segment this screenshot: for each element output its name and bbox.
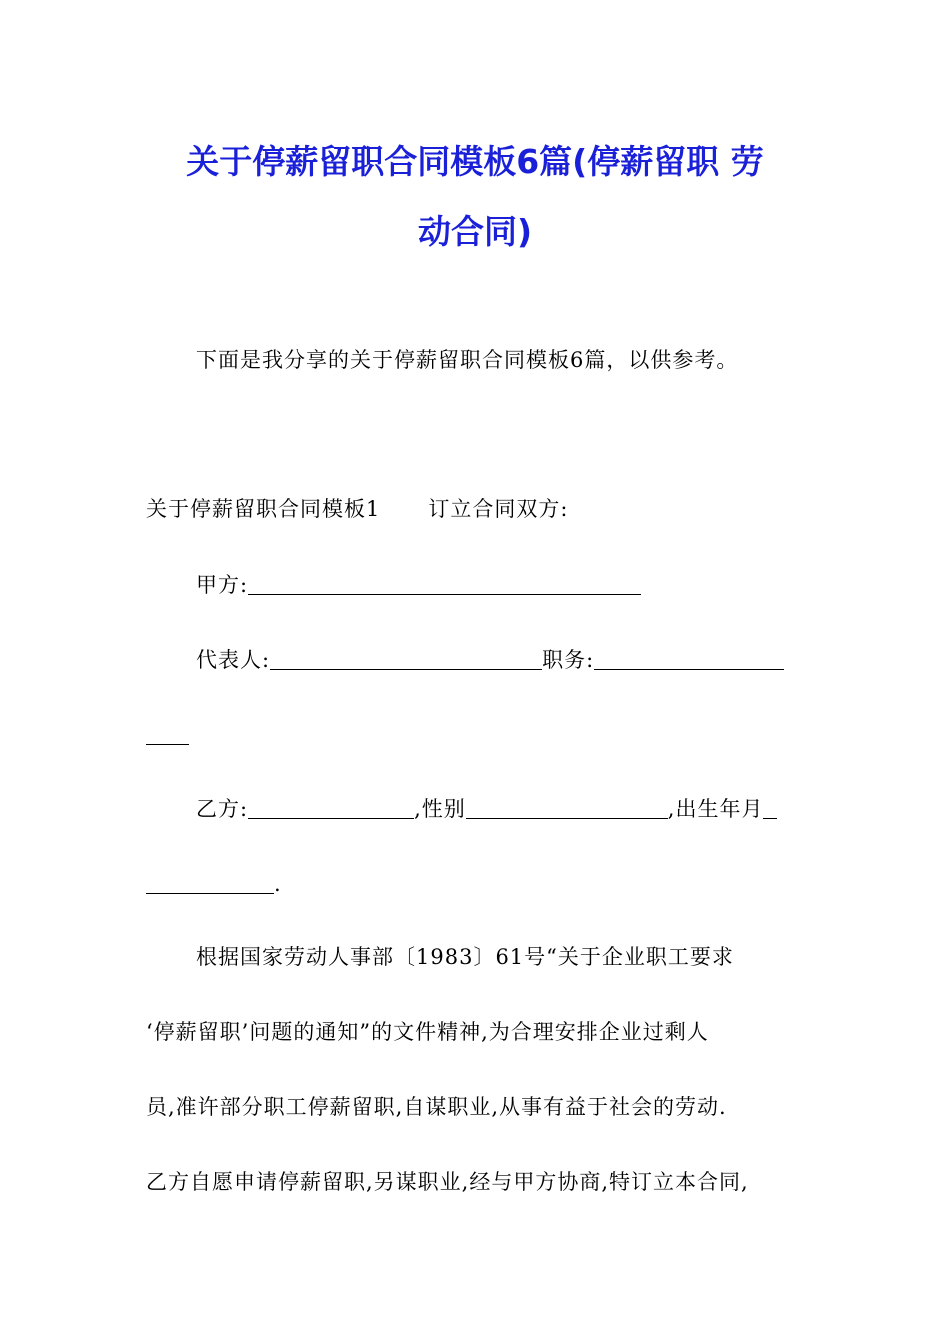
body-line-2: ‘停薪留职’问题的通知”的文件精神,为合理安排企业过剩人 xyxy=(146,1020,709,1044)
position-blank xyxy=(594,651,784,670)
position-label: 职务: xyxy=(542,648,595,672)
section-heading-row xyxy=(146,499,568,520)
position-blank-continuation-row xyxy=(146,725,189,746)
birth-blank-continued xyxy=(146,875,274,894)
party-b-blank xyxy=(248,800,414,819)
party-b-label: 乙方: xyxy=(196,797,249,821)
document-title-line-1: 关于停薪留职合同模板6篇(停薪留职 劳 xyxy=(186,142,764,181)
body-line-4: 乙方自愿申请停薪留职,另谋职业,经与甲方协商,特订立本合同, xyxy=(146,1170,749,1194)
document-title-line-2: 动合同) xyxy=(417,212,533,251)
party-b-row xyxy=(196,799,777,820)
intro-paragraph: 下面是我分享的关于停薪留职合同模板6篇，以供参考。 xyxy=(196,348,739,372)
body-line-3: 员,准许部分职工停薪留职,自谋职业,从事有益于社会的劳动. xyxy=(146,1095,727,1119)
parties-label: 订立合同双方: xyxy=(428,497,569,521)
section-1-heading: 关于停薪留职合同模板1 xyxy=(146,497,381,521)
birth-label: ,出生年月 xyxy=(667,797,764,821)
party-a-row xyxy=(196,575,641,596)
gender-blank xyxy=(466,800,668,819)
position-blank-continued xyxy=(146,726,189,745)
party-a-label: 甲方: xyxy=(196,573,249,597)
body-line-1: 根据国家劳动人事部〔1983〕61号“关于企业职工要求 xyxy=(196,945,734,969)
gender-label: ,性别 xyxy=(414,797,466,821)
birth-blank xyxy=(763,800,777,819)
birth-end-mark: . xyxy=(274,872,282,896)
representative-label: 代表人: xyxy=(196,648,271,672)
party-a-blank xyxy=(248,576,641,595)
representative-row xyxy=(196,650,784,671)
birth-blank-continuation-row xyxy=(146,874,282,895)
representative-blank xyxy=(270,651,542,670)
